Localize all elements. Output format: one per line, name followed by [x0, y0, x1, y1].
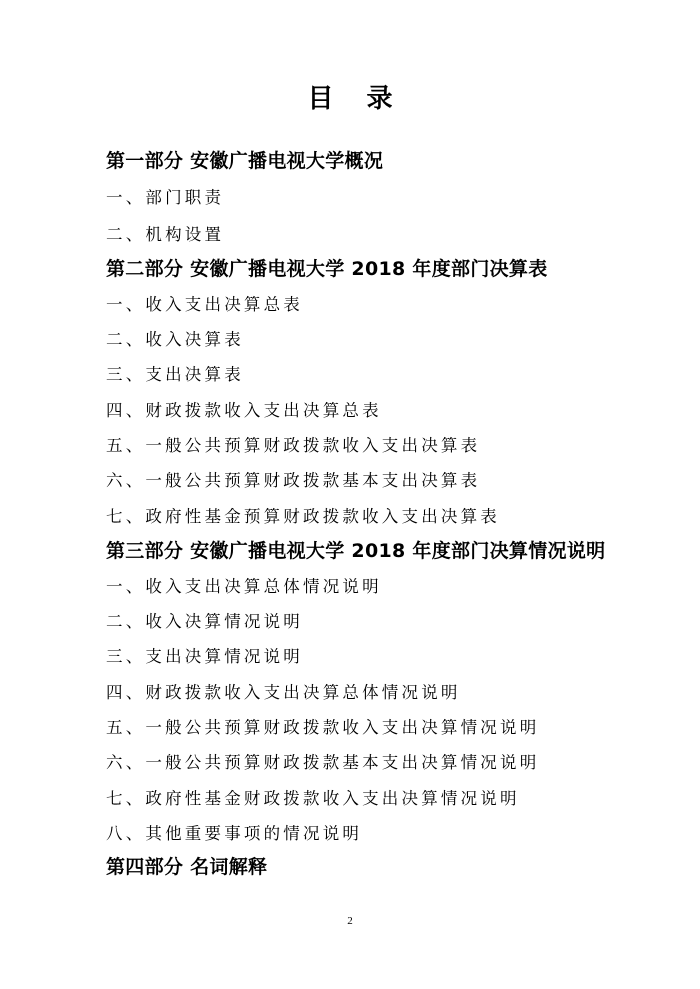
toc-item: 七、政府性基金预算财政拨款收入支出决算表: [106, 507, 500, 526]
toc-item: 一、部门职责: [106, 188, 225, 207]
toc-part-2-heading: 第二部分 安徽广播电视大学 2018 年度部门决算表: [106, 258, 548, 280]
toc-part-1-heading: 第一部分 安徽广播电视大学概况: [106, 150, 384, 172]
toc-part-3-heading: 第三部分 安徽广播电视大学 2018 年度部门决算情况说明: [106, 540, 606, 562]
toc-item: 六、一般公共预算财政拨款基本支出决算表: [106, 471, 481, 490]
toc-item: 六、一般公共预算财政拨款基本支出决算情况说明: [106, 753, 540, 772]
toc-item: 一、收入支出决算总体情况说明: [106, 577, 382, 596]
toc-item: 七、政府性基金财政拨款收入支出决算情况说明: [106, 789, 520, 808]
toc-item: 五、一般公共预算财政拨款收入支出决算表: [106, 436, 481, 455]
toc-item: 三、支出决算情况说明: [106, 647, 303, 666]
page-title: 目 录: [307, 84, 405, 114]
toc-item: 二、收入决算表: [106, 330, 244, 349]
toc-item: 四、财政拨款收入支出决算总体情况说明: [106, 683, 461, 702]
toc-item: 一、收入支出决算总表: [106, 295, 303, 314]
toc-item: 三、支出决算表: [106, 365, 244, 384]
toc-item: 二、机构设置: [106, 225, 225, 244]
toc-part-4-heading: 第四部分 名词解释: [106, 856, 268, 878]
toc-item: 四、财政拨款收入支出决算总表: [106, 401, 382, 420]
toc-item: 二、收入决算情况说明: [106, 612, 303, 631]
toc-item: 八、其他重要事项的情况说明: [106, 824, 363, 843]
page-number: 2: [347, 915, 353, 927]
toc-item: 五、一般公共预算财政拨款收入支出决算情况说明: [106, 718, 540, 737]
